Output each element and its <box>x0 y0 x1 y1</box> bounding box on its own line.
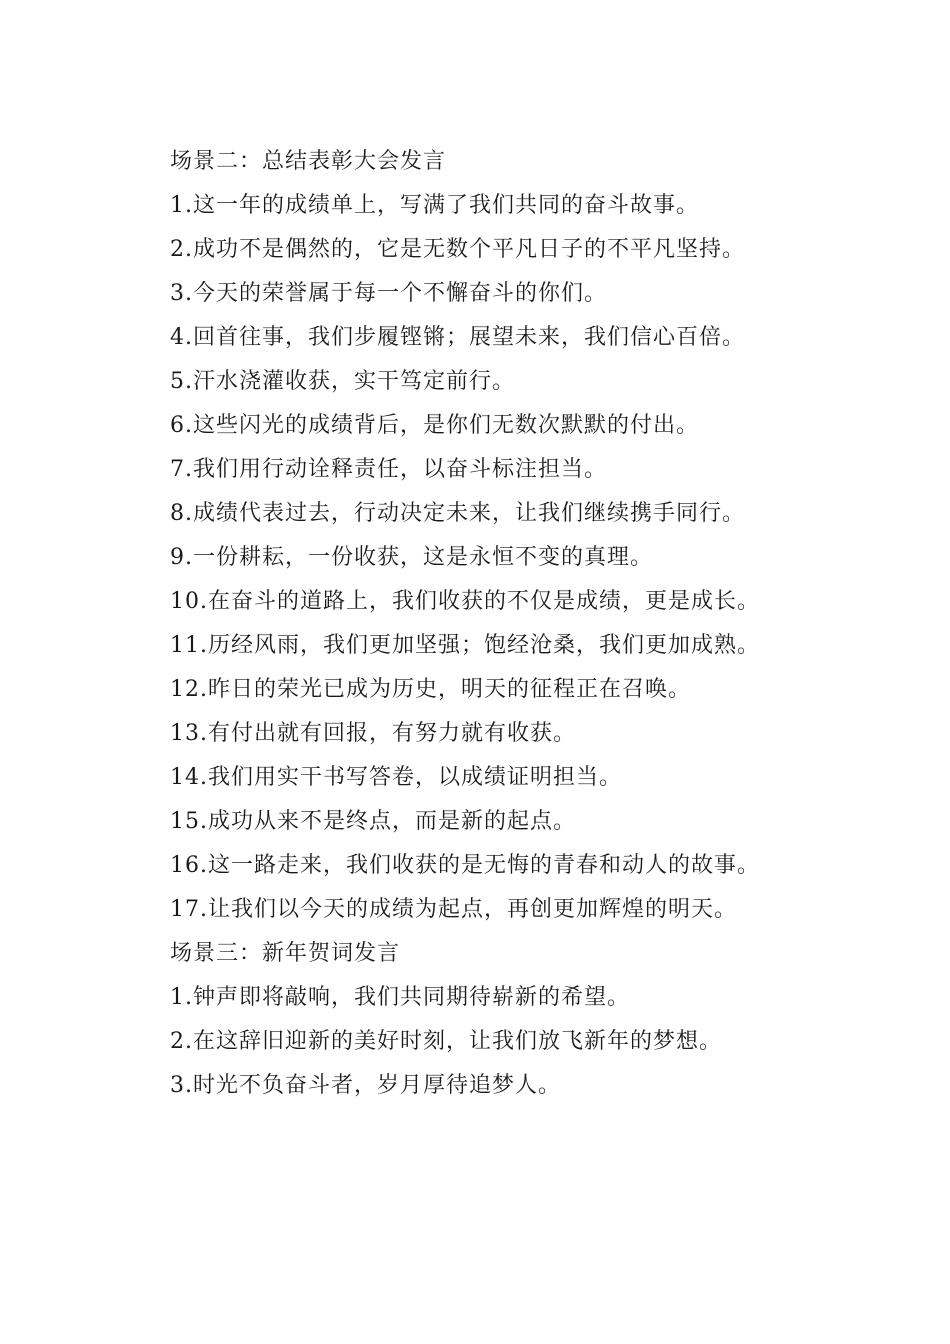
list-item: 11.历经风雨，我们更加坚强；饱经沧桑，我们更加成熟。 <box>170 633 760 658</box>
list-item: 15.成功从来不是终点，而是新的起点。 <box>170 809 576 834</box>
list-item: 3.今天的荣誉属于每一个不懈奋斗的你们。 <box>170 281 607 306</box>
list-item: 14.我们用实干书写答卷，以成绩证明担当。 <box>170 765 622 790</box>
section-heading: 场景二：总结表彰大会发言 <box>170 149 447 174</box>
list-item: 1.这一年的成绩单上，写满了我们共同的奋斗故事。 <box>170 193 699 218</box>
list-item: 4.回首往事，我们步履铿锵；展望未来，我们信心百倍。 <box>170 325 745 350</box>
list-item: 16.这一路走来，我们收获的是无悔的青春和动人的故事。 <box>170 853 760 878</box>
document-content <box>170 140 870 1108</box>
section-heading: 场景三：新年贺词发言 <box>170 941 401 966</box>
list-item: 3.时光不负奋斗者，岁月厚待追梦人。 <box>170 1073 561 1098</box>
list-item: 5.汗水浇灌收获，实干笃定前行。 <box>170 369 515 394</box>
list-item: 10.在奋斗的道路上，我们收获的不仅是成绩，更是成长。 <box>170 589 760 614</box>
list-item: 13.有付出就有回报，有努力就有收获。 <box>170 721 576 746</box>
list-item: 9.一份耕耘，一份收获，这是永恒不变的真理。 <box>170 545 653 570</box>
list-item: 6.这些闪光的成绩背后，是你们无数次默默的付出。 <box>170 413 699 438</box>
list-item: 1.钟声即将敲响，我们共同期待崭新的希望。 <box>170 985 630 1010</box>
list-item: 8.成绩代表过去，行动决定未来，让我们继续携手同行。 <box>170 501 745 526</box>
list-item: 7.我们用行动诠释责任，以奋斗标注担当。 <box>170 457 607 482</box>
list-item: 2.成功不是偶然的，它是无数个平凡日子的不平凡坚持。 <box>170 237 745 262</box>
list-item: 12.昨日的荣光已成为历史，明天的征程正在召唤。 <box>170 677 691 702</box>
list-item: 2.在这辞旧迎新的美好时刻，让我们放飞新年的梦想。 <box>170 1029 722 1054</box>
list-item: 17.让我们以今天的成绩为起点，再创更加辉煌的明天。 <box>170 897 737 922</box>
